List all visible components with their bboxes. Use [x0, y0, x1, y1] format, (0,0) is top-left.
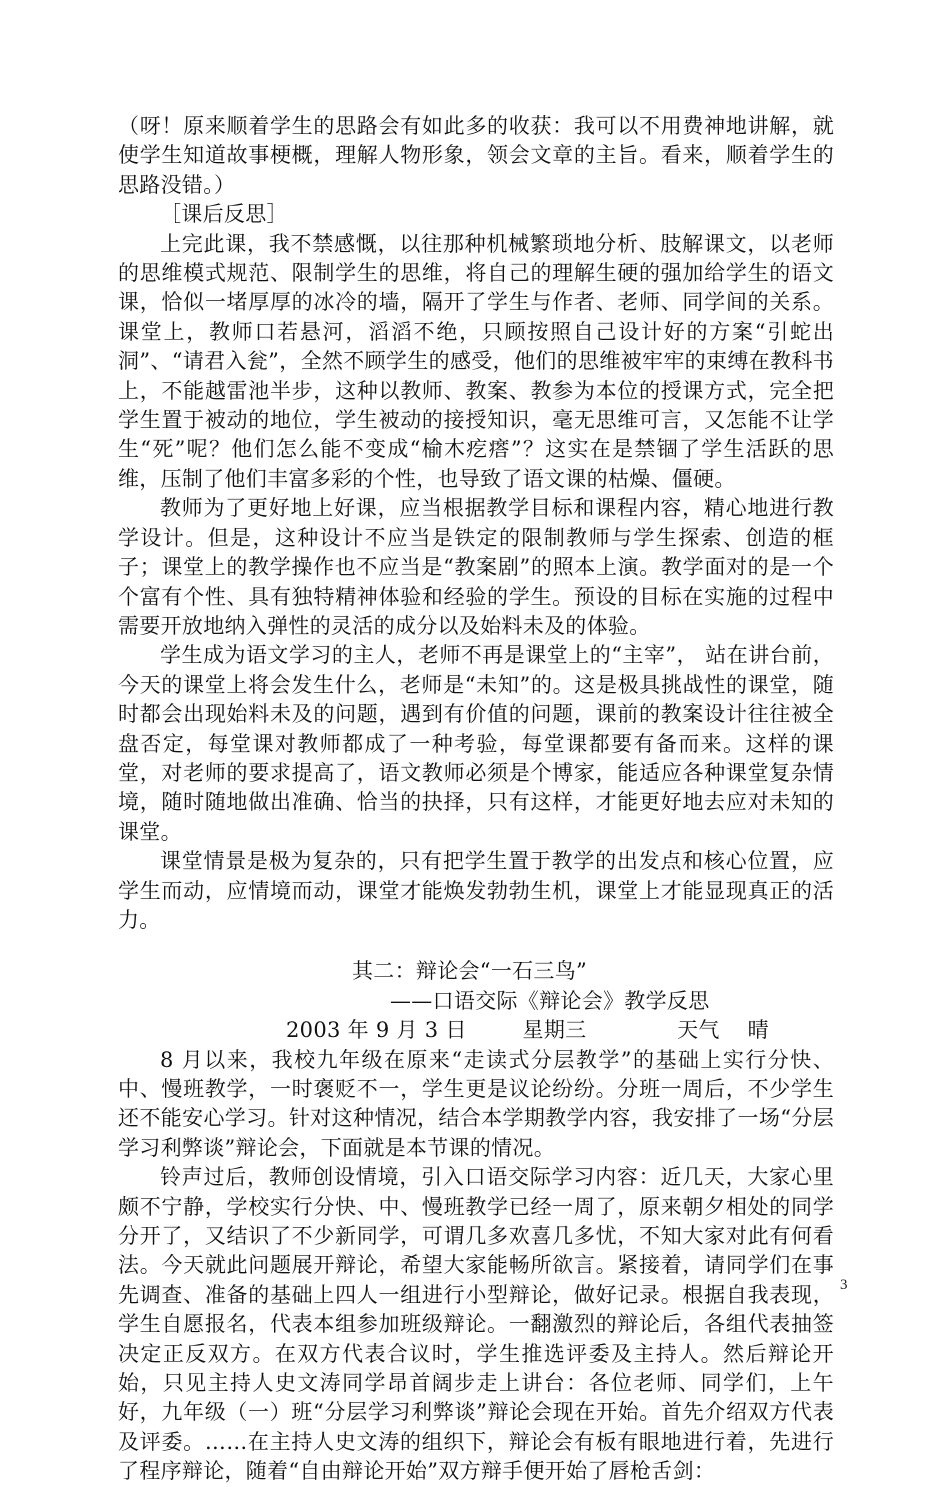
paragraph: 学生成为语文学习的主人，老师不再是课堂上的“主宰”， 站在讲台前，今天的课堂上将会发生什么，老师是“未知”的。这是极具挑战性的课堂，随时都会出现始料未及的问题，遇到有价值的问题，课前的教案设计往往被全盘否定，每堂课对教师都成了一种考验，每堂课都要有备而来。这样的课堂，对老师的要求提高了，语文教师必须是个博家，能适应各种课堂复杂情境，随时随地做出准确、恰当的抉择，只有这样，才能更好地去应对未知的课堂。 — [118, 643, 834, 844]
page-number: 3 — [840, 1277, 848, 1293]
paragraph: （呀！原来顺着学生的思路会有如此多的收获：我可以不用费神地讲解，就使学生知道故事梗概，理解人物形象，领会文章的主旨。看来，顺着学生的思路没错。） — [118, 114, 834, 197]
lesson-section — [118, 1046, 834, 1487]
section-spacer — [118, 935, 834, 957]
body-text — [118, 112, 834, 1487]
section-title: 其二：辩论会“一石三鸟” — [352, 959, 588, 984]
section-subtitle: ——口语交际《辩论会》教学反思 — [390, 988, 710, 1013]
paragraph: 上完此课，我不禁感慨，以往那种机械繁琐地分析、肢解课文，以老师的思维模式规范、限制学生的思维，将自己的理解生硬的强加给学生的语文课，恰似一堵厚厚的冰冷的墙，隔开了学生与作者、老师、同学间的关系。课堂上，教师口若悬河，滔滔不绝，只顾按照自己设计好的方案“引蛇出洞”、“请君入瓮”，全然不顾学生的感受，他们的思维被牢牢的束缚在教科书上，不能越雷池半步，这种以教师、教案、教参为本位的授课方式，完全把学生置于被动的地位，学生被动的接授知识，毫无思维可言，又怎能不让学生“死”呢？他们怎么能不变成“榆木疙瘩”？这实在是禁锢了学生活跃的思维，压制了他们丰富多彩的个性，也导致了语文课的枯燥、僵硬。 — [118, 231, 834, 491]
date-line: 2003 年 9 月 3 日 星期三 天气 晴 — [286, 1018, 769, 1043]
paragraph: ［课后反思］ — [160, 202, 288, 227]
paragraph: 铃声过后，教师创设情境，引入口语交际学习内容：近几天，大家心里颇不宁静，学校实行分快、中、慢班教学已经一周了，原来朝夕相处的同学分开了，又结识了不少新同学，可谓几多欢喜几多忧，不知大家对此有何看法。今天就此问题展开辩论，希望大家能畅所欲言。紧接着，请同学们在事先调查、准备的基础上四人一组进行小型辩论，做好记录。根据自我表现，学生自愿报名，代表本组参加班级辩论。一翻激烈的辩论后，各组代表抽签决定正反双方。在双方代表合议时，学生推选评委及主持人。然后辩论开始，只见主持人史文涛同学昂首阔步走上讲台：各位老师、同学们，上午好，九年级（一）班“分层学习利弊谈”辩论会现在开始。首先介绍双方代表及评委。……在主持人史文涛的组织下，辩论会有板有眼地进行着，先进行了程序辩论，随着“自由辩论开始”双方辩手便开始了唇枪舌剑： — [118, 1165, 834, 1484]
paragraph: 8 月以来，我校九年级在原来“走读式分层教学”的基础上实行分快、中、慢班教学，一时褒贬不一，学生更是议论纷纷。分班一周后，不少学生还不能安心学习。针对这种情况，结合本学期教学内容，我安排了一场“分层学习利弊谈”辩论会，下面就是本节课的情况。 — [118, 1047, 834, 1160]
paragraph: 课堂情景是极为复杂的，只有把学生置于教学的出发点和核心位置，应学生而动，应情境而动，课堂才能焕发勃勃生机，课堂上才能显现真正的活力。 — [118, 849, 834, 932]
reflection-section — [118, 112, 834, 935]
paragraph: 教师为了更好地上好课，应当根据教学目标和课程内容，精心地进行教学设计。但是，这种设计不应当是铁定的限制教师与学生探索、创造的框子；课堂上的教学操作也不应当是“教案剧”的照本上演。教学面对的是一个个富有个性、具有独特精神体验和经验的学生。预设的目标在实施的过程中需要开放地纳入弹性的灵活的成分以及始料未及的体验。 — [118, 496, 834, 638]
